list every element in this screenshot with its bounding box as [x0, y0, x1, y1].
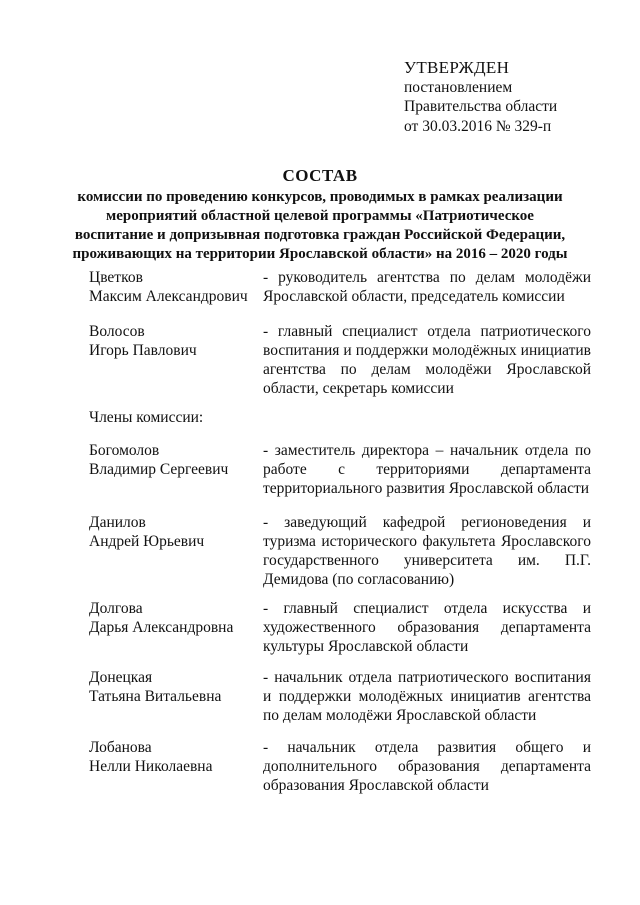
members-label: Члены комиссии:: [89, 409, 204, 426]
person-name: [89, 513, 264, 551]
document-subtitle-line: комиссии по проведению конкурсов, проводимых в рамках реализации: [77, 189, 563, 205]
approval-stamp: [404, 58, 557, 136]
person-name: [89, 268, 264, 306]
approval-line: постановлением: [404, 78, 513, 96]
person-name: [89, 322, 264, 360]
person-name: [89, 599, 264, 637]
person-given-name: Татьяна Витальевна: [89, 688, 222, 705]
document-title: СОСТАВ: [282, 166, 358, 185]
document-subtitle-line: проживающих на территории Ярославской области» на 2016 – 2020 годы: [72, 246, 568, 262]
person-given-name: Андрей Юрьевич: [89, 533, 205, 550]
person-surname: Волосов: [89, 323, 145, 340]
approval-date: от 30.03.2016 № 329-п: [404, 117, 552, 135]
person-role: - главный специалист отдела патриотического воспитания и поддержки молодёжных инициатив агентства по делам молодёжи Ярославской области, секретарь комиссии: [263, 323, 591, 397]
person-role: - начальник отдела развития общего и дополнительного образования департамента образования Ярославской области: [263, 739, 591, 794]
person-name: [89, 668, 264, 706]
person-surname: Цветков: [89, 269, 143, 286]
person-surname: Лобанова: [89, 739, 152, 756]
person-surname: Богомолов: [89, 442, 160, 459]
document-subtitle-line: воспитание и допризывная подготовка граждан Российской Федерации,: [74, 227, 566, 243]
person-given-name: Максим Александрович: [89, 288, 248, 305]
person-role: - руководитель агентства по делам молодёжи Ярославской области, председатель комиссии: [263, 269, 591, 305]
approval-title: УТВЕРЖДЕН: [404, 58, 510, 77]
person-role: - заведующий кафедрой регионоведения и туризма исторического факультета Ярославского государственного университета им. П.Г. Демидова (по согласованию): [263, 514, 591, 588]
person-name: [89, 738, 264, 776]
person-surname: Донецкая: [89, 669, 153, 686]
document-subtitle-line: мероприятий областной целевой программы «Патриотическое: [106, 208, 534, 224]
person-role: - главный специалист отдела искусства и художественного образования департамента культуры Ярославской области: [263, 600, 591, 655]
person-given-name: Нелли Николаевна: [89, 758, 213, 775]
person-surname: Данилов: [89, 514, 146, 531]
person-surname: Долгова: [89, 600, 143, 617]
person-given-name: Игорь Павлович: [89, 342, 197, 359]
approval-line: Правительства области: [404, 98, 558, 115]
person-name: [89, 441, 264, 479]
person-role: - заместитель директора – начальник отдела по работе с территориями департамента территориального развития Ярославской области: [263, 442, 591, 497]
person-role: - начальник отдела патриотического воспитания и поддержки молодёжных инициатив агентства по делам молодёжи Ярославской области: [263, 669, 591, 724]
document-heading: [40, 166, 600, 264]
person-given-name: Владимир Сергеевич: [89, 461, 229, 478]
person-given-name: Дарья Александровна: [89, 619, 234, 636]
